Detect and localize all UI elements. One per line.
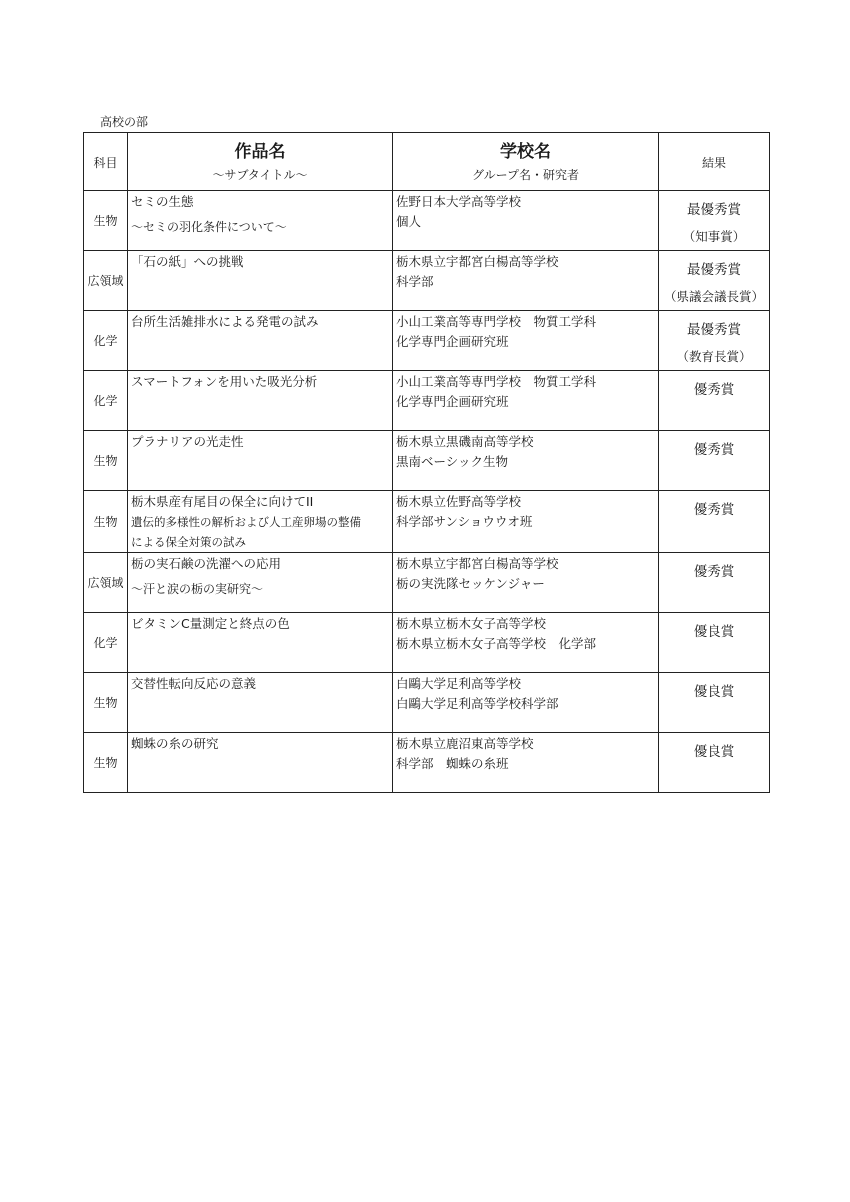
- school-name: 栃木県立黒磯南高等学校: [396, 434, 534, 449]
- table-row: [84, 431, 770, 491]
- school-cell: [393, 311, 659, 371]
- work-title: ビタミンC量測定と終点の色: [131, 616, 290, 631]
- work-title: 遺伝的多様性の解析および人工産卵場の整備: [131, 515, 361, 529]
- work-subtitle: 〜汗と涙の栃の実研究〜: [131, 582, 264, 596]
- school-name: 栃木県立鹿沼東高等学校: [396, 736, 534, 751]
- group-name: 個人: [396, 214, 422, 229]
- header-school: [393, 133, 659, 191]
- group-name: 科学部 蜘蛛の糸班: [396, 756, 509, 771]
- table-row: [84, 553, 770, 613]
- work-title: 台所生活雑排水による発電の試み: [131, 314, 319, 329]
- result-cell: [659, 371, 770, 431]
- subject-cell: 化学: [84, 613, 128, 673]
- table-row: [84, 673, 770, 733]
- school-cell: [393, 673, 659, 733]
- work-cell: [128, 371, 393, 431]
- work-cell: [128, 191, 393, 251]
- table-row: [84, 251, 770, 311]
- work-title: 蜘蛛の糸の研究: [131, 736, 219, 751]
- header-work: [128, 133, 393, 191]
- header-subject: 科目: [84, 133, 128, 191]
- group-name: 化学専門企画研究班: [396, 394, 509, 409]
- result-cell: [659, 251, 770, 311]
- header-work-title: 作品名: [234, 141, 286, 162]
- award-name: 優良賞: [693, 744, 735, 760]
- award-name: 優秀賞: [693, 502, 735, 518]
- subject-cell: 生物: [84, 491, 128, 553]
- subject-cell: 生物: [84, 733, 128, 793]
- table-row: [84, 613, 770, 673]
- award-detail: （知事賞）: [682, 229, 746, 244]
- award-name: 優秀賞: [693, 564, 735, 580]
- school-cell: [393, 613, 659, 673]
- table-row: [84, 191, 770, 251]
- group-name: 科学部: [396, 274, 434, 289]
- work-title: 栃の実石鹸の洗濯への応用: [131, 556, 282, 571]
- school-name: 栃木県立栃木女子高等学校: [396, 616, 547, 631]
- work-title: 「石の紙」への挑戦: [131, 254, 244, 269]
- work-cell: [128, 673, 393, 733]
- work-cell: [128, 491, 393, 553]
- subject-cell: 生物: [84, 431, 128, 491]
- work-subtitle: 〜セミの羽化条件について〜: [131, 220, 287, 234]
- section-label: 高校の部: [100, 115, 149, 129]
- header-row: [84, 133, 770, 191]
- work-title: による保全対策の試み: [131, 535, 246, 549]
- award-name: 最優秀賞: [687, 322, 741, 338]
- group-name: 科学部サンショウウオ班: [396, 514, 533, 529]
- award-name: 最優秀賞: [687, 262, 741, 278]
- result-cell: [659, 613, 770, 673]
- group-name: 化学専門企画研究班: [396, 334, 509, 349]
- result-cell: [659, 673, 770, 733]
- subject-cell: 広領域: [84, 251, 128, 311]
- school-cell: [393, 191, 659, 251]
- result-cell: [659, 431, 770, 491]
- work-cell: [128, 251, 393, 311]
- header-school-title: 学校名: [500, 141, 551, 162]
- school-cell: [393, 733, 659, 793]
- work-title: 交替性転向反応の意義: [131, 676, 257, 691]
- table-row: [84, 311, 770, 371]
- result-cell: [659, 553, 770, 613]
- school-name: 栃木県立佐野高等学校: [396, 494, 522, 509]
- award-name: 最優秀賞: [687, 202, 741, 218]
- header-work-subtitle: 〜サブタイトル〜: [212, 167, 308, 182]
- school-name: 小山工業高等専門学校 物質工学科: [396, 314, 597, 329]
- work-cell: [128, 311, 393, 371]
- work-title: 栃木県産有尾目の保全に向けてII: [131, 494, 314, 509]
- school-name: 小山工業高等専門学校 物質工学科: [396, 374, 597, 389]
- work-title: スマートフォンを用いた吸光分析: [131, 374, 318, 389]
- result-cell: [659, 733, 770, 793]
- award-detail: （県議会議長賞）: [663, 289, 764, 304]
- school-cell: [393, 491, 659, 553]
- header-school-subtitle: グループ名・研究者: [471, 167, 580, 182]
- school-name: 白鷗大学足利高等学校: [396, 676, 522, 691]
- result-cell: [659, 191, 770, 251]
- school-cell: [393, 251, 659, 311]
- group-name: 栃木県立栃木女子高等学校 化学部: [396, 636, 597, 651]
- header-result: 結果: [659, 133, 770, 191]
- subject-cell: 化学: [84, 311, 128, 371]
- work-cell: [128, 733, 393, 793]
- table-row: [84, 733, 770, 793]
- group-name: 栃の実洗隊セッケンジャー: [396, 576, 545, 591]
- work-cell: [128, 431, 393, 491]
- work-cell: [128, 613, 393, 673]
- table-row: [84, 491, 770, 553]
- work-cell: [128, 553, 393, 613]
- school-cell: [393, 371, 659, 431]
- award-name: 優良賞: [693, 624, 735, 640]
- result-cell: [659, 311, 770, 371]
- work-title: セミの生態: [131, 194, 194, 209]
- school-name: 栃木県立宇都宮白楊高等学校: [396, 556, 559, 571]
- subject-cell: 広領域: [84, 553, 128, 613]
- school-name: 佐野日本大学高等学校: [396, 194, 522, 209]
- group-name: 白鷗大学足利高等学校科学部: [396, 696, 559, 711]
- award-name: 優良賞: [693, 684, 735, 700]
- school-name: 栃木県立宇都宮白楊高等学校: [396, 254, 559, 269]
- group-name: 黒南ベーシック生物: [396, 454, 509, 469]
- award-name: 優秀賞: [693, 382, 735, 398]
- results-table: [83, 132, 770, 793]
- work-title: プラナリアの光走性: [131, 434, 244, 449]
- table-row: [84, 371, 770, 431]
- subject-cell: 生物: [84, 673, 128, 733]
- award-name: 優秀賞: [693, 442, 735, 458]
- school-cell: [393, 553, 659, 613]
- school-cell: [393, 431, 659, 491]
- result-cell: [659, 491, 770, 553]
- award-detail: （教育長賞）: [676, 349, 752, 364]
- subject-cell: 生物: [84, 191, 128, 251]
- subject-cell: 化学: [84, 371, 128, 431]
